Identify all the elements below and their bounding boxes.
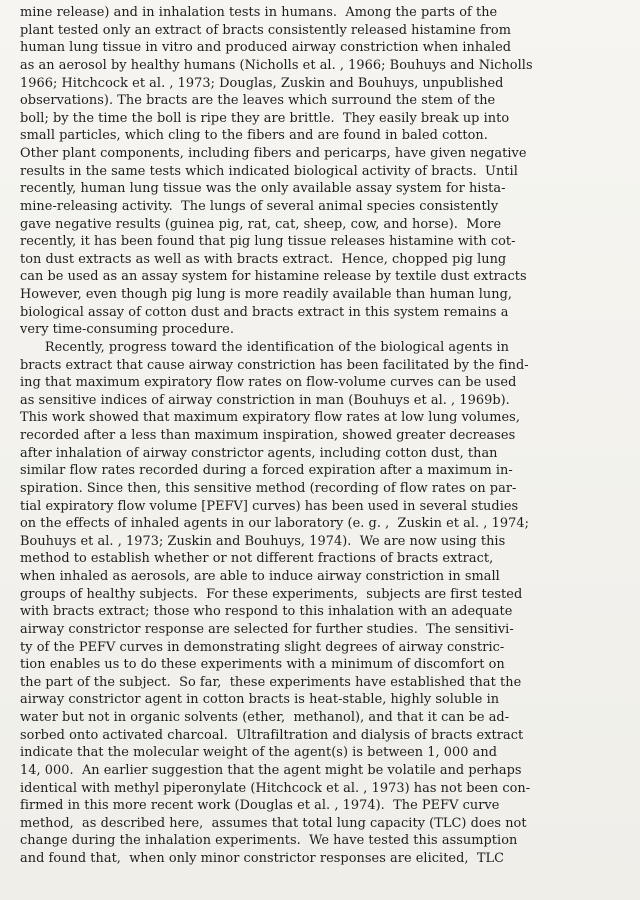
text-line: airway constrictor agent in cotton bracts is heat-stable, highly soluble in [20, 692, 500, 708]
text-line: ty of the PEFV curves in demonstrating slight degrees of airway constric- [20, 639, 505, 655]
text-line: as sensitive indices of airway constriction in man (Bouhuys et al. , 1969b). [20, 392, 510, 408]
text-line: recently, it has been found that pig lung tissue releases histamine with cot- [20, 234, 516, 250]
text-line: the part of the subject. So far, these experiments have established that the [20, 674, 522, 690]
text-line: airway constrictor response are selected for further studies. The sensitivi- [20, 621, 514, 637]
text-line: 1966; Hitchcock et al. , 1973; Douglas, Zuskin and Bouhuys, unpublished [20, 75, 504, 91]
text-line: method, as described here, assumes that total lung capacity (TLC) does not [20, 815, 527, 831]
text-line: tial expiratory flow volume [PEFV] curves) has been used in several studies [20, 498, 519, 514]
text-line: firmed in this more recent work (Douglas et al. , 1974). The PEFV curve [20, 798, 500, 814]
text-line: very time-consuming procedure. [20, 322, 234, 338]
text-line: water but not in organic solvents (ether, methanol), and that it can be ad- [20, 710, 510, 725]
text-line: ing that maximum expiratory flow rates on flow-volume curves can be used [20, 375, 517, 391]
text-line: plant tested only an extract of bracts consistently released histamine from [20, 22, 511, 38]
text-line: after inhalation of airway constrictor agents, including cotton dust, than [20, 445, 498, 461]
text-line: mine-releasing activity. The lungs of several animal species consistently [20, 198, 499, 214]
text-line: indicate that the molecular weight of the agent(s) is between 1, 000 and [20, 745, 498, 761]
text-line: Other plant components, including fibers and pericarps, have given negative [20, 146, 527, 161]
text-line: change during the inhalation experiments. We have tested this assumption [20, 833, 518, 849]
text-line: identical with methyl piperonylate (Hitchcock et al. , 1973) has not been con- [20, 780, 531, 796]
text-line: biological assay of cotton dust and bracts extract in this system remains a [20, 304, 509, 320]
text-line: with bracts extract; those who respond to this inhalation with an adequate [20, 604, 513, 620]
text-line: gave negative results (guinea pig, rat, cat, sheep, cow, and horse). More [20, 216, 502, 232]
text-line: on the effects of inhaled agents in our laboratory (e. g. , Zuskin et al. , 1974; [20, 516, 529, 532]
text-line: This work showed that maximum expiratory flow rates at low lung volumes, [20, 410, 520, 426]
text-line: recently, human lung tissue was the only available assay system for hista- [20, 181, 506, 197]
text-line: ton dust extracts as well as with bracts extract. Hence, chopped pig lung [20, 251, 507, 267]
text-line: method to establish whether or not different fractions of bracts extract, [20, 551, 494, 567]
text-line: similar flow rates recorded during a forced expiration after a maximum in- [20, 463, 513, 479]
text-line: However, even though pig lung is more readily available than human lung, [20, 287, 513, 302]
text-line: mine release) and in inhalation tests in humans. Among the parts of the [20, 5, 498, 20]
text-line: human lung tissue in vitro and produced airway constriction when inhaled [20, 40, 512, 56]
text-line: tion enables us to do these experiments with a minimum of discomfort on [20, 657, 505, 673]
body-text [20, 4, 640, 868]
text-line: small particles, which cling to the fibers and are found in baled cotton. [20, 128, 488, 144]
text-line: spiration. Since then, this sensitive method (recording of flow rates on par- [20, 480, 517, 496]
text-line: groups of healthy subjects. For these experiments, subjects are first tested [20, 586, 523, 602]
text-line: sorbed onto activated charcoal. Ultrafiltration and dialysis of bracts extract [20, 727, 524, 743]
text-line: as an aerosol by healthy humans (Nicholls et al. , 1966; Bouhuys and Nicholls [20, 57, 533, 73]
text-line: when inhaled as aerosols, are able to induce airway constriction in small [20, 569, 500, 584]
text-line: observations). The bracts are the leaves which surround the stem of the [20, 93, 496, 109]
text-line: Recently, progress toward the identification of the biological agents in [20, 339, 510, 355]
text-line: 14, 000. An earlier suggestion that the agent might be volatile and perhaps [20, 762, 522, 778]
text-line: recorded after a less than maximum inspiration, showed greater decreases [20, 428, 516, 443]
text-line: results in the same tests which indicated biological activity of bracts. Until [20, 163, 518, 179]
text-line: and found that, when only minor constrictor responses are elicited, TLC [20, 851, 505, 866]
text-line: boll; by the time the boll is ripe they are brittle. They easily break up into [20, 110, 510, 126]
text-line: bracts extract that cause airway constriction has been facilitated by the find- [20, 357, 529, 373]
text-line: can be used as an assay system for histamine release by textile dust extracts [20, 269, 527, 285]
text-line: Bouhuys et al. , 1973; Zuskin and Bouhuys, 1974). We are now using this [20, 533, 506, 549]
